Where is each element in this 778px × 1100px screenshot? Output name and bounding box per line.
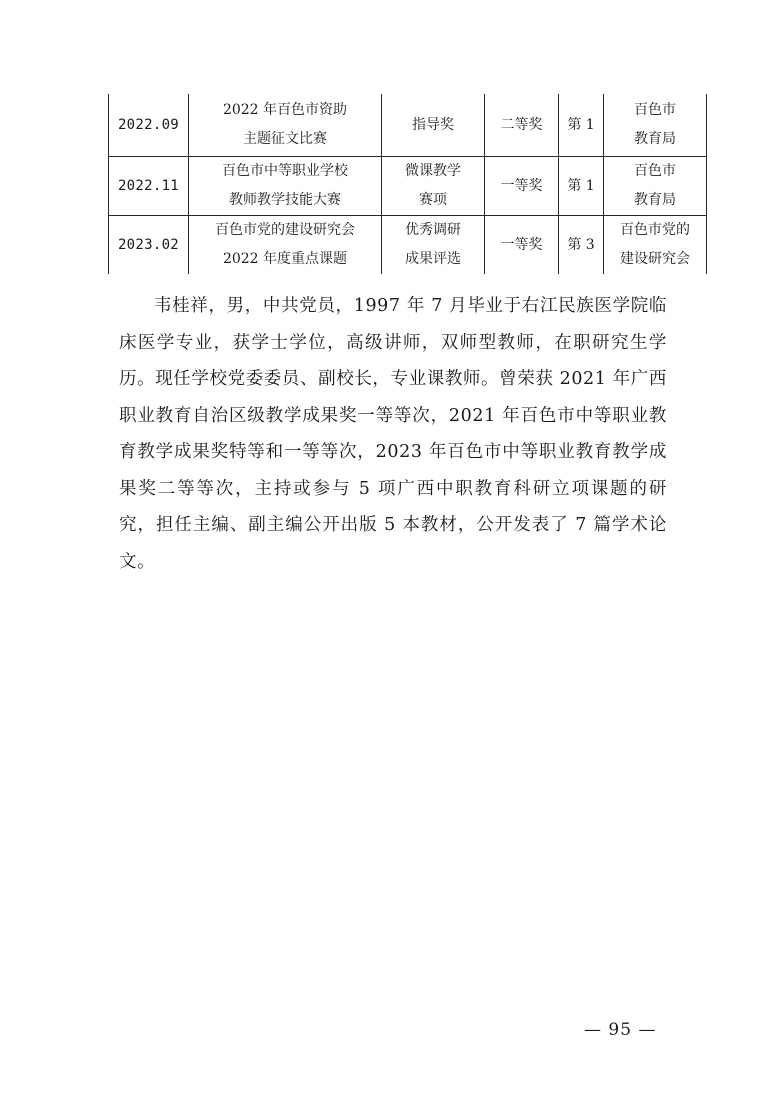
table-row [109,94,707,157]
award-type [382,94,485,157]
award-type-line: 微课教学 [405,163,461,179]
award-date: 2023.02 [109,216,189,275]
award-type [382,157,485,216]
award-rank: 第 1 [559,157,604,216]
award-name-line: 教师教学技能大赛 [229,192,341,208]
award-org [604,216,707,275]
table-row [109,157,707,216]
award-org-line: 百色市党的 [620,222,690,238]
table-row [109,216,707,275]
biography-paragraph: 韦桂祥，男，中共党员，1997 年 7 月毕业于右江民族医学院临床医学专业，获学士学位，高级讲师，双师型教师，在职研究生学历。现任学校党委委员、副校长，专业课教师。曾荣获 2021 年广西职业教育自治区级教学成果奖一等等次，2021 年百色市中等职业教育教学成果奖特等和一等等次，2023 年百色市中等职业教育教学成果奖二等等次，主持或参与 5 项广西中职教育科研立项课题的研究，担任主编、副主编公开出版 5 本教材，公开发表了 7 篇学术论文。 [119,296,667,572]
award-org [604,157,707,216]
page-number: — 95 — [584,1020,657,1040]
award-org-line: 百色市 [634,102,676,118]
award-org-line: 教育局 [634,131,676,147]
biography-section [119,288,667,580]
award-type-line: 成果评选 [405,251,461,267]
award-date: 2022.11 [109,157,189,216]
awards-table [108,94,707,274]
award-type [382,216,485,275]
award-type-line: 优秀调研 [405,222,461,238]
award-date: 2022.09 [109,94,189,157]
award-name-line: 百色市中等职业学校 [222,163,348,179]
award-level: 一等奖 [485,157,559,216]
award-type-line: 赛项 [419,192,447,208]
award-org-line: 百色市 [634,163,676,179]
award-name-line: 2022 年度重点课题 [222,251,348,267]
award-org-line: 建设研究会 [620,251,690,267]
award-name [189,216,382,275]
award-name [189,94,382,157]
award-type-line: 指导奖 [412,116,454,133]
award-org [604,94,707,157]
award-name-line: 2022 年百色市资助 [222,102,348,118]
award-rank: 第 1 [559,94,604,157]
award-rank: 第 3 [559,216,604,275]
award-name-line: 百色市党的建设研究会 [215,222,355,238]
award-name [189,157,382,216]
award-name-line: 主题征文比赛 [243,131,327,147]
award-level: 一等奖 [485,216,559,275]
award-org-line: 教育局 [634,192,676,208]
award-level: 二等奖 [485,94,559,157]
